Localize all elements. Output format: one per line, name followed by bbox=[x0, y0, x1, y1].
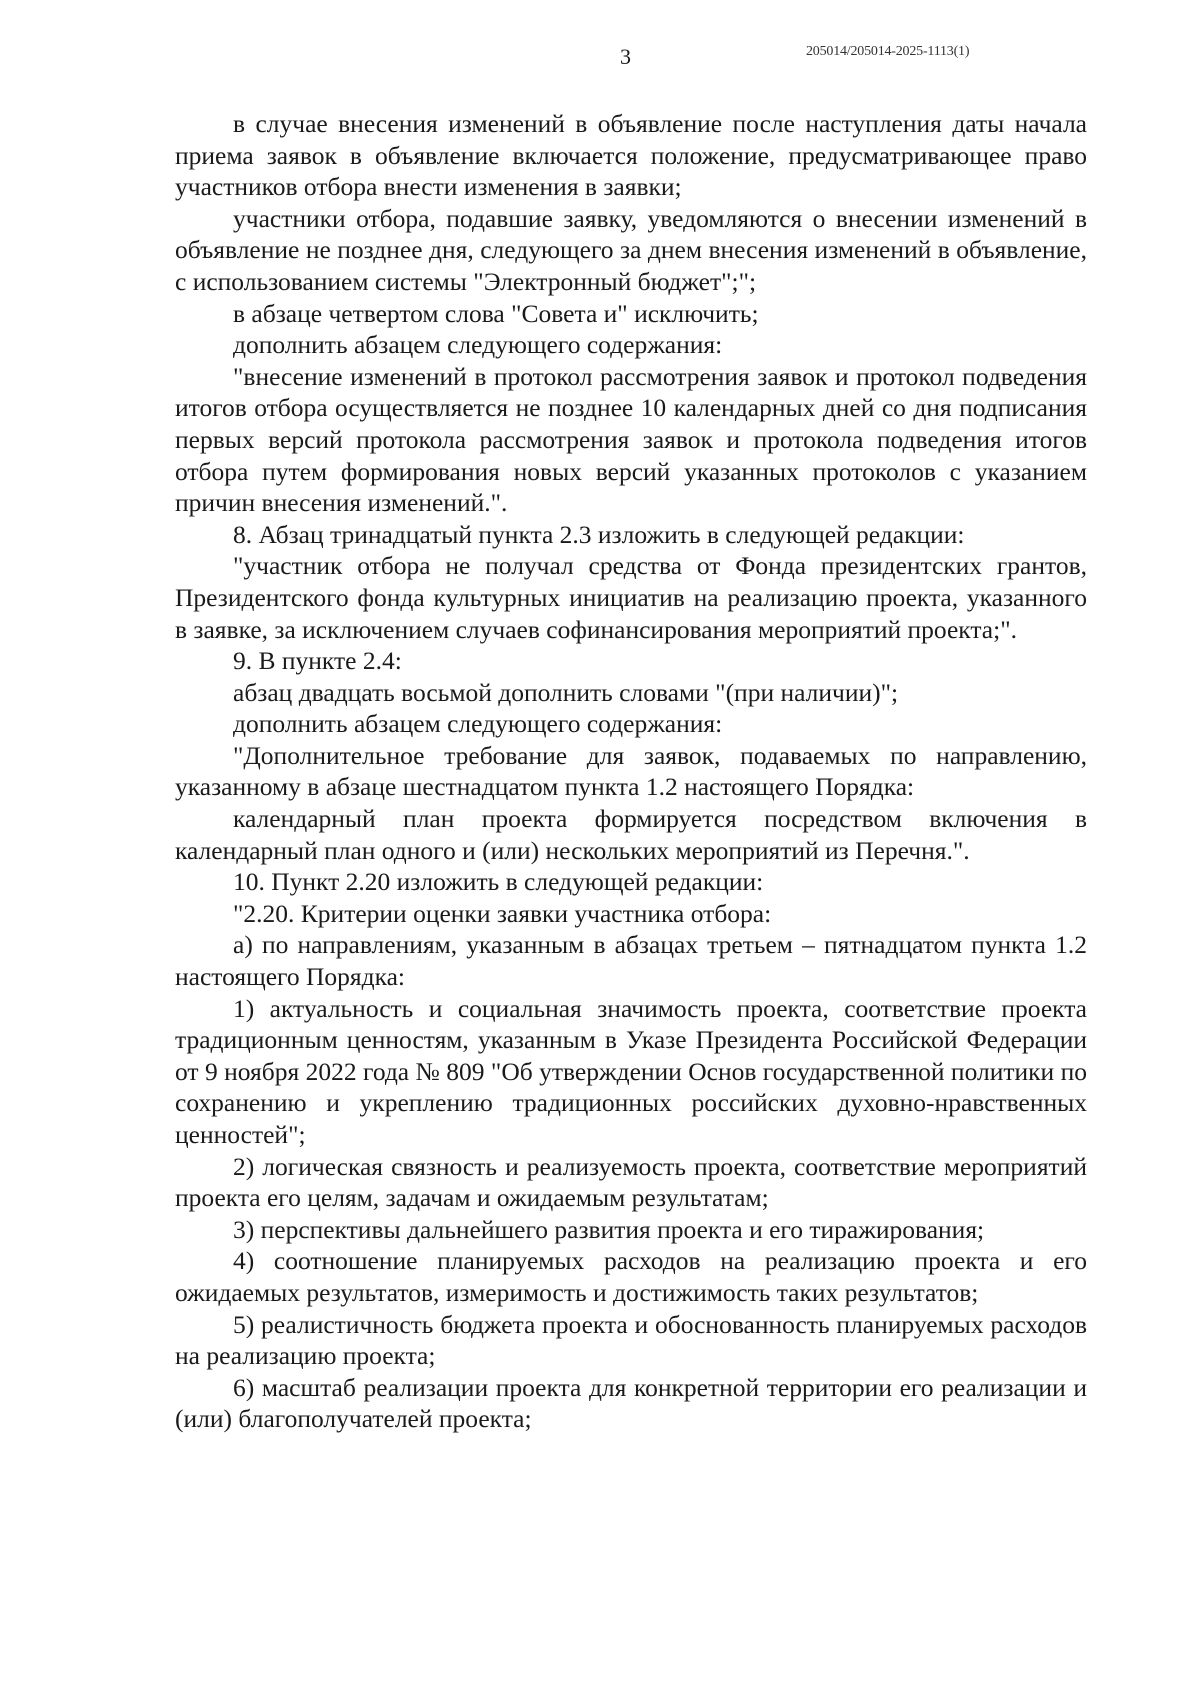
paragraph: календарный план проекта формируется посредством включения в календарный план одного и (или) нескольких мероприятий из Перечня.". bbox=[175, 804, 1087, 865]
paragraph: "2.20. Критерии оценки заявки участника отбора: bbox=[233, 898, 772, 928]
paragraph: а) по направлениям, указанным в абзацах третьем – пятнадцатом пункта 1.2 настоящего Порядка: bbox=[175, 930, 1087, 992]
paragraph: 3) перспективы дальнейшего развития проекта и его тиражирования; bbox=[233, 1214, 985, 1244]
paragraph: 5) реалистичность бюджета проекта и обоснованность планируемых расходов на реализацию проекта; bbox=[175, 1309, 1087, 1371]
paragraph: 2) логическая связность и реализуемость проекта, соответствие мероприятий проекта его целям, задачам и ожидаемым результатам; bbox=[175, 1151, 1087, 1213]
paragraph: "Дополнительное требование для заявок, подаваемых по направлению, указанному в абзаце шестнадцатом пункта 1.2 настоящего Порядка: bbox=[175, 740, 1087, 802]
paragraph: "участник отбора не получал средства от Фонда президентских грантов, Президентского фонда культурных инициатив на реализацию проекта, указанного в заявке, за исключением случаев софинансирования мероприятий проекта;". bbox=[175, 551, 1087, 644]
page-number: 3 bbox=[620, 44, 631, 69]
paragraph: 8. Абзац тринадцатый пункта 2.3 изложить в следующей редакции: bbox=[233, 519, 965, 549]
paragraph: 9. В пункте 2.4: bbox=[233, 646, 402, 676]
paragraph: "внесение изменений в протокол рассмотрения заявок и протокол подведения итогов отбора осуществляется не позднее 10 календарных дней со дня подписания первых версий протокола рассмотрения заявок и протокола подведения итогов отбора путем формирования новых версий указанных протоколов с указанием причин внесения изменений.". bbox=[175, 361, 1087, 518]
paragraph: дополнить абзацем следующего содержания: bbox=[233, 330, 723, 360]
paragraph: в абзаце четвертом слова "Совета и" исключить; bbox=[233, 298, 759, 328]
paragraph: в случае внесения изменений в объявление после наступления даты начала приема заявок в объявление включается положение, предусматривающее право участников отбора внести изменения в заявки; bbox=[175, 109, 1087, 202]
paragraph: 1) актуальность и социальная значимость проекта, соответствие проекта традиционным ценностям, указанным в Указе Президента Российской Федерации от 9 ноября 2022 года № 809 "Об утверждении Основ государственной политики по сохранению и укреплению традиционных российских духовно-нравственных ценностей"; bbox=[175, 993, 1087, 1149]
document-reference: 205014/205014-2025-1113(1) bbox=[806, 44, 970, 59]
paragraph: участники отбора, подавшие заявку, уведомляются о внесении изменений в объявление не позднее дня, следующего за днем внесения изменений в объявление, с использованием системы "Электронный бюджет";"; bbox=[175, 203, 1087, 296]
paragraph: 10. Пункт 2.20 изложить в следующей редакции: bbox=[233, 867, 764, 897]
paragraph: 6) масштаб реализации проекта для конкретной территории его реализации и (или) благополучателей проекта; bbox=[175, 1372, 1087, 1434]
paragraph: дополнить абзацем следующего содержания: bbox=[233, 709, 723, 739]
paragraph: 4) соотношение планируемых расходов на реализацию проекта и его ожидаемых результатов, измеримость и достижимость таких результатов; bbox=[175, 1246, 1087, 1307]
paragraph: абзац двадцать восьмой дополнить словами "(при наличии)"; bbox=[233, 677, 899, 707]
document-body bbox=[175, 108, 1087, 1435]
